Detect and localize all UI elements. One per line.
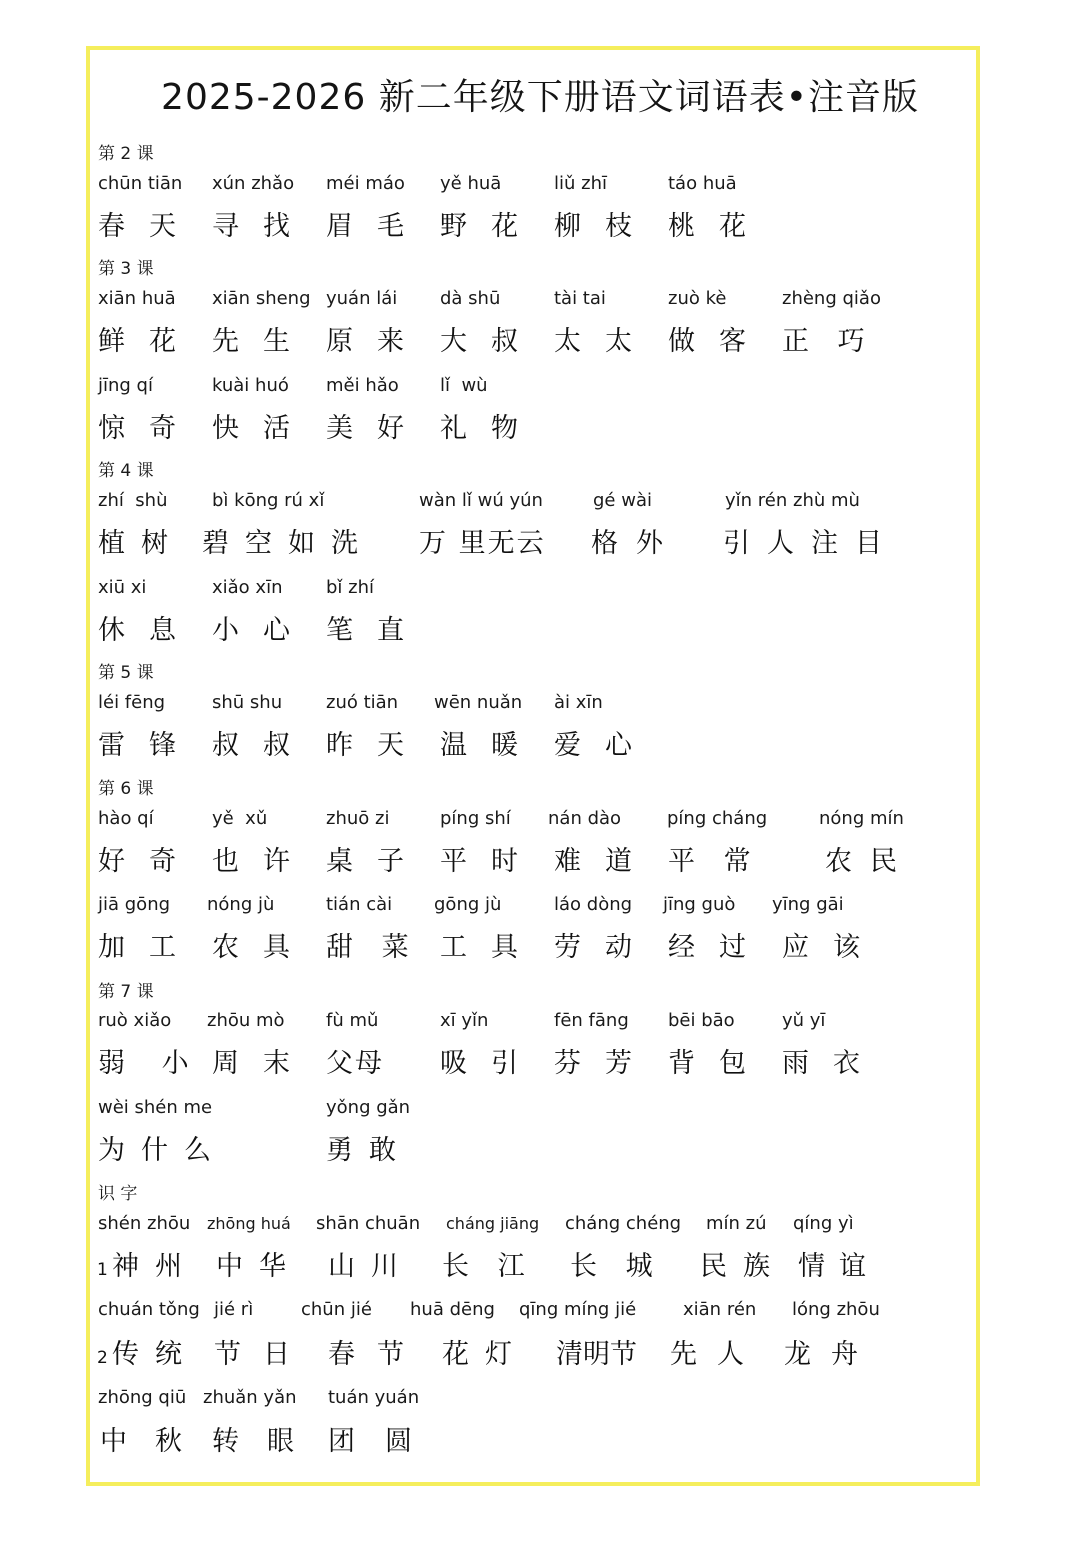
pinyin: dà shū <box>440 288 501 309</box>
pinyin: tài tai <box>554 288 606 309</box>
chinese-word: 团圆 <box>328 1426 442 1457</box>
chinese-word: 植树 <box>98 528 184 559</box>
lesson-label: 第 5 课 <box>98 663 154 683</box>
chinese-word: 劳动 <box>554 932 656 963</box>
chinese-word: 快活 <box>212 413 314 444</box>
chinese-word: 民族 <box>700 1251 786 1282</box>
pinyin: yǐn rén zhù mù <box>725 490 860 511</box>
chinese-word: 惊奇 <box>98 413 200 444</box>
chinese-word: 寻找 <box>212 211 314 242</box>
chinese-word: 长 城 <box>570 1251 663 1282</box>
chinese-word: 引人注目 <box>723 528 899 559</box>
pinyin: ài xīn <box>554 692 603 713</box>
pinyin: zhuǎn yǎn <box>203 1387 297 1408</box>
pinyin: huā dēng <box>410 1299 495 1320</box>
pinyin: qíng yì <box>793 1213 854 1234</box>
chinese-word: 甜 菜 <box>326 932 419 963</box>
pinyin: jié rì <box>214 1299 254 1320</box>
chinese-word: 清明节 <box>556 1339 637 1370</box>
chinese-word: 工具 <box>440 932 542 963</box>
pinyin: wèi shén me <box>98 1097 213 1118</box>
chinese-word: 农具 <box>212 932 314 963</box>
page-title: 2025-2026 新二年级下册语文词语表•注音版 <box>161 77 919 118</box>
lesson-label: 第 2 课 <box>98 144 154 164</box>
pinyin: bēi bāo <box>668 1010 735 1031</box>
chinese-word: 弱 小 <box>98 1048 203 1079</box>
lesson-label: 第 7 课 <box>98 982 154 1002</box>
pinyin: cháng chéng <box>565 1213 682 1234</box>
pinyin: kuài huó <box>212 375 289 396</box>
chinese-word: 经过 <box>668 932 770 963</box>
pinyin: lǐ wù <box>440 375 488 396</box>
chinese-word: 野花 <box>440 211 542 242</box>
chinese-word: 山川 <box>328 1251 414 1282</box>
pinyin: zhōng qiū <box>98 1387 187 1408</box>
chinese-word: 应该 <box>782 932 884 963</box>
chinese-word: 春节 <box>328 1339 426 1370</box>
row-number: 1 <box>97 1260 108 1280</box>
chinese-word: 礼物 <box>440 413 542 444</box>
pinyin: qīng míng jié <box>519 1299 637 1320</box>
pinyin: zhí shù <box>98 490 168 511</box>
row-number: 2 <box>97 1348 108 1368</box>
chinese-word: 也许 <box>212 846 314 877</box>
pinyin: zhōu mò <box>207 1010 285 1031</box>
pinyin: jiā gōng <box>98 894 171 915</box>
pinyin: xiān sheng <box>212 288 311 309</box>
pinyin: jīng guò <box>663 894 736 915</box>
pinyin: xiān huā <box>98 288 176 309</box>
chinese-word: 昨天 <box>326 730 428 761</box>
chinese-word: 龙舟 <box>784 1339 878 1370</box>
pinyin: yǒng gǎn <box>326 1097 411 1118</box>
pinyin: bì kōng rú xǐ <box>212 490 325 511</box>
chinese-word: 中秋 <box>100 1426 210 1457</box>
chinese-word: 转眼 <box>212 1426 322 1457</box>
chinese-word: 小心 <box>212 615 314 646</box>
chinese-word: 节日 <box>214 1339 312 1370</box>
chinese-word: 柳枝 <box>554 211 656 242</box>
chinese-word: 好奇 <box>98 846 200 877</box>
pinyin: táo huā <box>668 173 737 194</box>
chinese-word: 原来 <box>326 326 428 357</box>
pinyin: chūn jié <box>301 1299 372 1320</box>
pinyin: ruò xiǎo <box>98 1010 172 1031</box>
pinyin: xiān rén <box>683 1299 757 1320</box>
pinyin: píng shí <box>440 808 511 829</box>
chinese-word: 桃花 <box>668 211 770 242</box>
chinese-word: 雨衣 <box>782 1048 884 1079</box>
chinese-word: 正 巧 <box>782 326 875 357</box>
chinese-word: 花灯 <box>442 1339 528 1370</box>
chinese-word: 神州 <box>112 1251 198 1282</box>
chinese-word: 加工 <box>98 932 200 963</box>
pinyin: shū shu <box>212 692 283 713</box>
chinese-word: 吸引 <box>440 1048 542 1079</box>
pinyin: zhōng huá <box>207 1214 291 1233</box>
pinyin: liǔ zhī <box>554 173 607 194</box>
pinyin: chuán tǒng <box>98 1299 200 1320</box>
pinyin: léi fēng <box>98 692 166 713</box>
chinese-word: 传统 <box>112 1339 198 1370</box>
chinese-word: 中华 <box>216 1251 302 1282</box>
pinyin: nóng jù <box>207 894 275 915</box>
chinese-word: 父母 <box>326 1048 384 1079</box>
chinese-word: 温暖 <box>440 730 542 761</box>
lesson-label: 第 3 课 <box>98 259 154 279</box>
pinyin: yǔ yī <box>782 1010 826 1031</box>
chinese-word: 美好 <box>326 413 428 444</box>
chinese-word: 周末 <box>212 1048 314 1079</box>
pinyin: yīng gāi <box>772 894 844 915</box>
chinese-word: 农民 <box>825 846 915 877</box>
lesson-label: 第 4 课 <box>98 461 154 481</box>
pinyin: lóng zhōu <box>792 1299 880 1320</box>
pinyin: yuán lái <box>326 288 398 309</box>
pinyin: wàn lǐ wú yún <box>419 490 543 511</box>
pinyin: zuó tiān <box>326 692 399 713</box>
chinese-word: 雷锋 <box>98 730 200 761</box>
chinese-word: 大叔 <box>440 326 542 357</box>
chinese-word: 背包 <box>668 1048 770 1079</box>
pinyin: chūn tiān <box>98 173 183 194</box>
pinyin: nán dào <box>548 808 622 829</box>
pinyin: xún zhǎo <box>212 173 295 194</box>
chinese-word: 先生 <box>212 326 314 357</box>
chinese-word: 平 常 <box>668 846 761 877</box>
chinese-word: 桌子 <box>326 846 428 877</box>
pinyin: shén zhōu <box>98 1213 191 1234</box>
chinese-word: 万 里无云 <box>419 528 546 559</box>
pinyin: yě huā <box>440 173 502 194</box>
pinyin: méi máo <box>326 173 405 194</box>
chinese-word: 勇敢 <box>326 1135 412 1166</box>
chinese-word: 碧空如洗 <box>202 528 374 559</box>
chinese-word: 芬芳 <box>554 1048 656 1079</box>
pinyin: tuán yuán <box>328 1387 420 1408</box>
pinyin: láo dòng <box>554 894 633 915</box>
pinyin: mín zú <box>706 1213 767 1234</box>
chinese-word: 鲜花 <box>98 326 200 357</box>
chinese-word: 爱心 <box>554 730 656 761</box>
chinese-word: 为什么 <box>98 1135 227 1166</box>
chinese-word: 平时 <box>440 846 542 877</box>
chinese-word: 眉毛 <box>326 211 428 242</box>
pinyin: píng cháng <box>667 808 768 829</box>
chinese-word: 难道 <box>554 846 656 877</box>
pinyin: bǐ zhí <box>326 577 375 598</box>
pinyin: fēn fāng <box>554 1010 629 1031</box>
pinyin: hào qí <box>98 808 154 829</box>
pinyin: xiū xi <box>98 577 147 598</box>
chinese-word: 休息 <box>98 615 200 646</box>
chinese-word: 叔叔 <box>212 730 314 761</box>
lesson-label: 第 6 课 <box>98 779 154 799</box>
pinyin: fù mǔ <box>326 1010 379 1031</box>
pinyin: zhuō zi <box>326 808 390 829</box>
chinese-word: 先人 <box>670 1339 764 1370</box>
chinese-word: 太太 <box>554 326 656 357</box>
chinese-word: 格外 <box>591 528 681 559</box>
pinyin: měi hǎo <box>326 375 399 396</box>
chinese-word: 情谊 <box>798 1251 880 1282</box>
pinyin: tián cài <box>326 894 393 915</box>
pinyin: gé wài <box>593 490 652 511</box>
pinyin: yě xǔ <box>212 808 268 829</box>
chinese-word: 春天 <box>98 211 200 242</box>
chinese-word: 笔直 <box>326 615 428 646</box>
pinyin: nóng mín <box>819 808 904 829</box>
pinyin: jīng qí <box>98 375 153 396</box>
pinyin: cháng jiāng <box>446 1214 540 1233</box>
pinyin: gōng jù <box>434 894 502 915</box>
pinyin: shān chuān <box>316 1213 421 1234</box>
pinyin: xiǎo xīn <box>212 577 283 598</box>
chinese-word: 做客 <box>668 326 770 357</box>
chinese-word: 长 江 <box>442 1251 535 1282</box>
pinyin: xī yǐn <box>440 1010 489 1031</box>
lesson-label: 识 字 <box>98 1184 138 1204</box>
pinyin: wēn nuǎn <box>434 692 523 713</box>
pinyin: zuò kè <box>668 288 727 309</box>
pinyin: zhèng qiǎo <box>782 288 881 309</box>
